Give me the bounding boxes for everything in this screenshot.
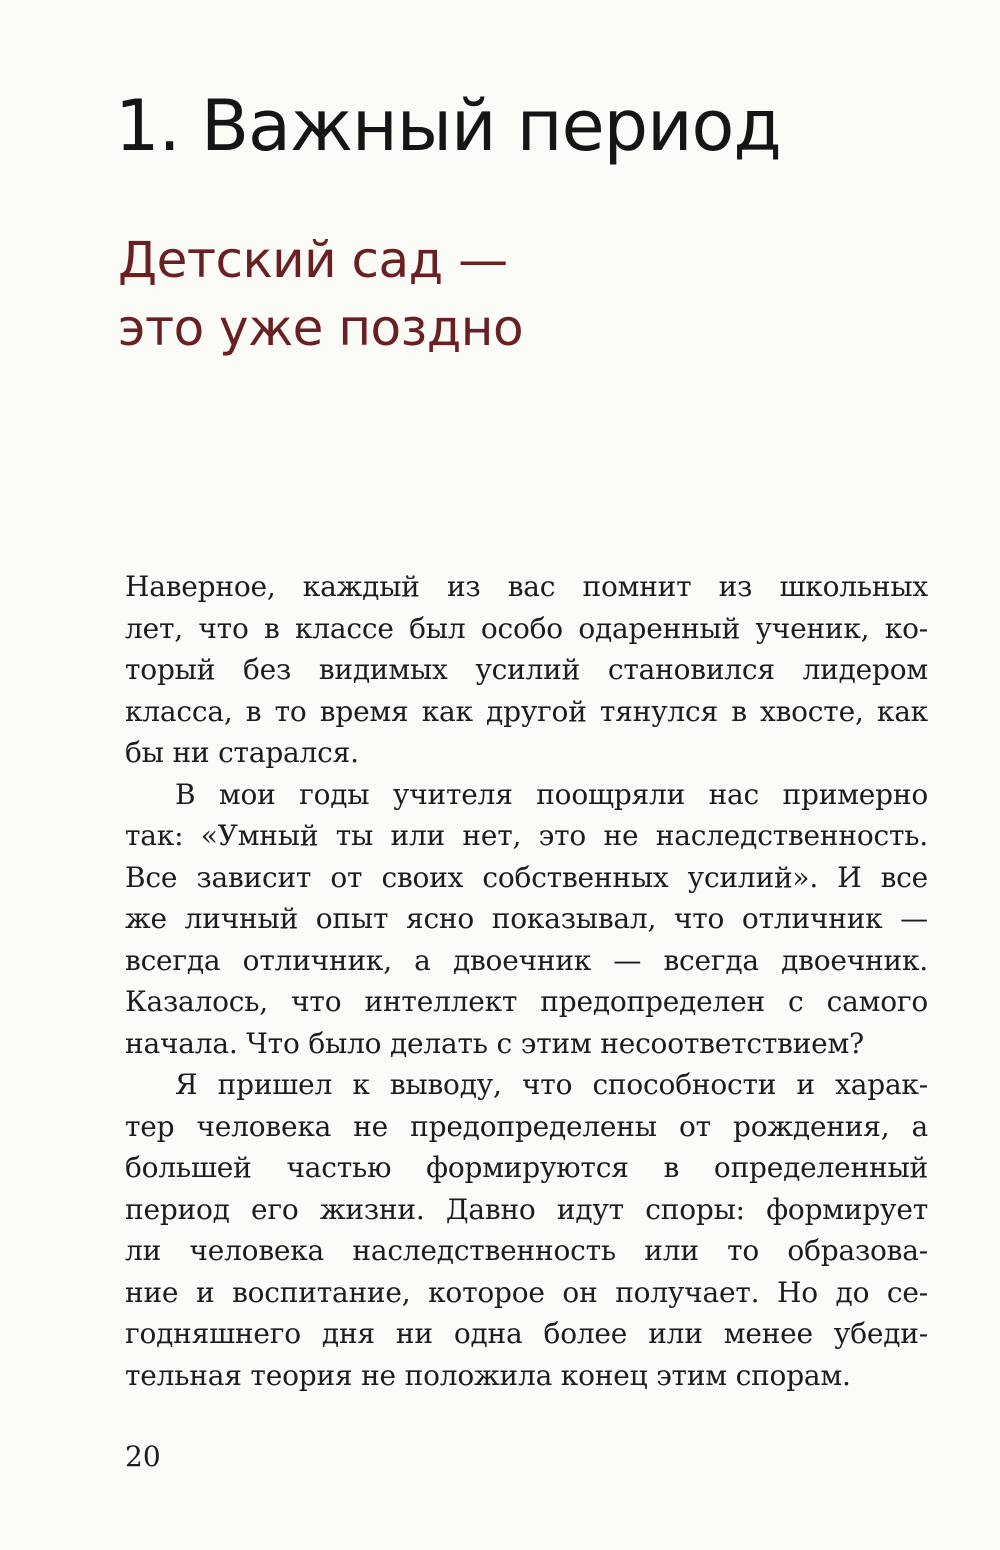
page-number: 20 bbox=[125, 1440, 161, 1473]
text-line: период его жизни. Давно идут споры: формирует bbox=[125, 1192, 928, 1226]
section-title-line-2: это уже поздно bbox=[118, 299, 524, 357]
text-line: бы ни старался. bbox=[125, 736, 359, 769]
paragraph-3 bbox=[125, 1064, 928, 1396]
text-line: лет, что в классе был особо одаренный ученик, ко- bbox=[125, 611, 928, 645]
text-line: всегда отличник, а двоечник — всегда двоечник. bbox=[125, 943, 928, 977]
text-line: Казалось, что интеллект предопределен с самого bbox=[125, 985, 928, 1018]
text-line: Наверное, каждый из вас помнит из школьных bbox=[125, 570, 928, 603]
text-line: же личный опыт ясно показывал, что отличник — bbox=[125, 902, 928, 935]
text-line: тельная теория не положила конец этим спорам. bbox=[125, 1358, 851, 1392]
text-line: торый без видимых усилий становился лидером bbox=[125, 653, 928, 686]
text-line: Все зависит от своих собственных усилий». И все bbox=[125, 860, 928, 894]
body-text bbox=[125, 566, 928, 1396]
text-line: тер человека не предопределены от рождения, а bbox=[125, 1109, 928, 1143]
text-line: начала. Что было делать с этим несоответствием? bbox=[125, 1026, 864, 1060]
section-title-line-1: Детский сад — bbox=[118, 231, 508, 289]
paragraph-1 bbox=[125, 566, 928, 774]
text-line: ние и воспитание, которое он получает. Но до се- bbox=[125, 1275, 928, 1309]
text-line: ли человека наследственность или то образова- bbox=[125, 1234, 928, 1267]
text-line: класса, в то время как другой тянулся в хвосте, как bbox=[125, 694, 928, 728]
text-line: большей частью формируются в определенный bbox=[125, 1151, 928, 1184]
chapter-title: 1. Важный период bbox=[115, 85, 781, 167]
text-line: годняшнего дня ни одна более или менее убеди- bbox=[125, 1317, 928, 1350]
text-line: так: «Умный ты или нет, это не наследственность. bbox=[125, 819, 928, 852]
text-line: Я пришел к выводу, что способности и харак- bbox=[175, 1068, 928, 1101]
text-line: В мои годы учителя поощряли нас примерно bbox=[175, 777, 928, 811]
paragraph-2 bbox=[125, 774, 928, 1065]
section-title bbox=[118, 226, 878, 362]
